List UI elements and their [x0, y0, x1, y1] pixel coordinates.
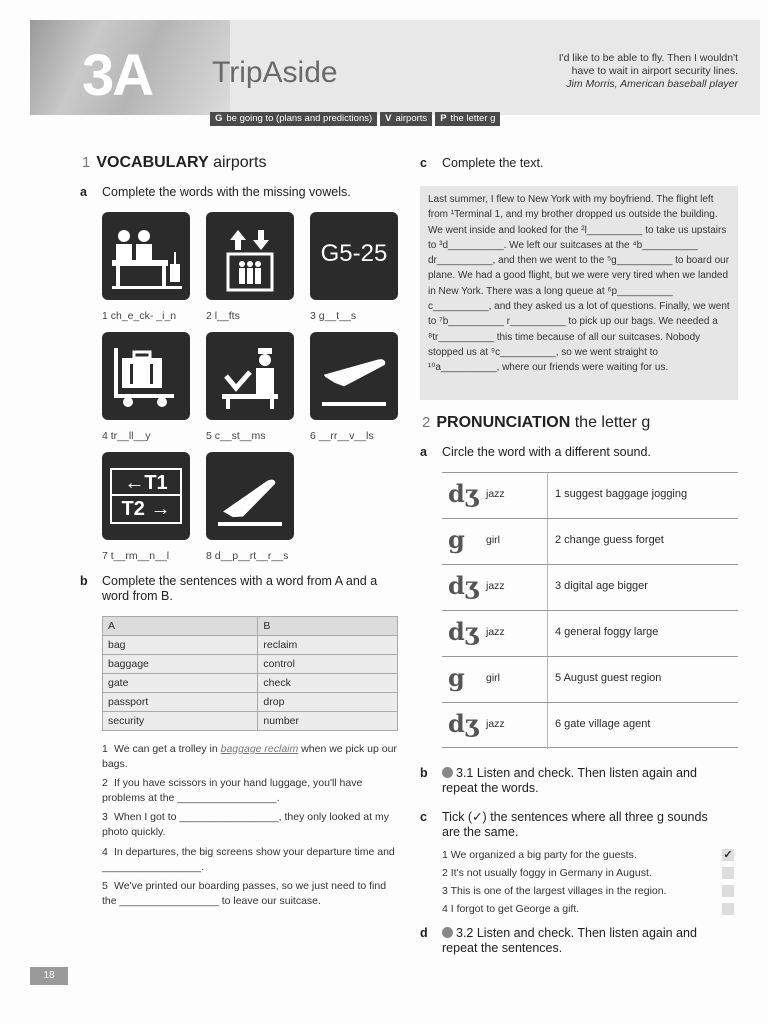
check-in-icon — [102, 212, 190, 300]
table-row — [103, 693, 398, 712]
unit-number: 3A — [82, 43, 153, 108]
section-number: 1 — [82, 154, 91, 171]
tick-item-1: 1 We organized a big party for the guests. — [442, 849, 637, 861]
instruction-2a — [420, 445, 651, 460]
tag-letter: V — [385, 113, 392, 124]
lesson-tags — [210, 112, 500, 126]
trolley-icon — [102, 332, 190, 420]
gap-fill-text: Last summer, I flew to New York with my boyfriend. The flight left from ¹Terminal 1, and my brother dropped us outside the building. We went inside and looked for the ²l__________ to take us upstairs to ³d__________. We left our suitcases at the ⁴b__________ dr__________, and then we went to the ⁵g__________ to board our plane. We had a good flight, but we were very tired when we landed in New York. There was a long queue at ⁶p__________ c__________, and they asked us a lot of questions. Finally, we went to ⁷b__________ r__________ to pick up our bags. We needed a ⁸tr__________ this time because of all our suitcases. Nobody stopped us at ⁹c__________, so we went straight to ¹⁰a__________, where our friends were waiting for us. — [420, 186, 738, 400]
instruction-1c — [420, 156, 544, 171]
audio-line-1 — [442, 926, 697, 941]
pronunciation-table — [442, 472, 738, 748]
arrivals-icon — [310, 332, 398, 420]
instruction-text: Circle the word with a different sound. — [442, 445, 651, 459]
sentence-number: 4 — [102, 846, 108, 858]
section-title-bold: PRONUNCIATION — [436, 414, 571, 431]
instruction-2b — [420, 766, 697, 796]
instruction-line-2: repeat the sentences. — [442, 941, 563, 955]
instruction-line-2: repeat the words. — [442, 781, 539, 795]
caption-8: 8 d__p__rt__r__s — [206, 550, 289, 562]
sentence-text: If you have scissors in your hand luggage, you'll have problems at the _________________. — [102, 777, 363, 804]
word-set: 6 gate village agent — [547, 703, 650, 749]
tag-pronunciation — [435, 112, 500, 126]
header-quote — [518, 52, 738, 91]
sentence-number: 1 — [102, 743, 108, 755]
caption-2: 2 l__fts — [206, 310, 240, 322]
unit-title: TripAside — [212, 56, 338, 89]
quote-author: Jim Morris, American baseball player — [566, 78, 738, 90]
tick-item-3: 3 This is one of the largest villages in the region. — [442, 885, 667, 897]
column-b-header: B — [258, 617, 398, 636]
sentence-text: In departures, the big screens show your departure time and _________________. — [102, 846, 395, 873]
tag-text: be going to (plans and predictions) — [226, 113, 373, 124]
instruction-2c — [420, 810, 708, 840]
table-row — [103, 674, 398, 693]
table-row — [103, 636, 398, 655]
tick-item-2: 2 It's not usually foggy in Germany in August. — [442, 867, 652, 879]
sentence-text: We can get a trolley in — [114, 743, 221, 755]
table-row — [103, 712, 398, 731]
tick-box-3[interactable] — [722, 885, 734, 897]
section-title-rest: the letter g — [574, 414, 651, 431]
word-set: 2 change guess forget — [547, 519, 664, 565]
instruction-line-2: word from B. — [102, 589, 173, 603]
instruction-text: Complete the text. — [442, 156, 544, 170]
table-row — [442, 610, 738, 656]
tick-box-2[interactable] — [722, 867, 734, 879]
sentence-1 — [102, 742, 398, 772]
sentence-2 — [102, 776, 398, 806]
word-set: 5 August guest region — [547, 657, 661, 703]
terminal-line-1: ←T1 — [112, 470, 180, 496]
sentence-number: 5 — [102, 880, 108, 892]
table-row — [442, 564, 738, 610]
section-number: 2 — [422, 414, 431, 431]
sentence-text: When I got to _________________, they only looked at my photo quickly. — [102, 811, 389, 838]
exercise-letter: a — [420, 445, 427, 459]
sentence-4 — [102, 845, 398, 875]
instruction-text: Complete the words with the missing vowels. — [102, 185, 351, 199]
sound-word: girl — [486, 672, 501, 684]
terminal-line-2: T2 → — [121, 498, 171, 520]
instruction-text: 3.1 Listen and check. Then listen again and — [456, 766, 697, 780]
word-set: 1 suggest baggage jogging — [547, 473, 687, 519]
caption-4: 4 tr__ll__y — [102, 430, 151, 442]
unit-header — [30, 20, 760, 130]
tag-text: airports — [395, 113, 428, 124]
sound-word: jazz — [486, 626, 505, 638]
caption-5: 5 c__st__ms — [206, 430, 266, 442]
tag-grammar — [210, 112, 377, 126]
tick-item-4: 4 I forgot to get George a gift. — [442, 903, 580, 915]
table-cell: bag — [103, 636, 258, 655]
sound-symbol: g — [448, 663, 465, 692]
table-row — [442, 472, 738, 518]
word-set: 3 digital age bigger — [547, 565, 648, 611]
caption-1: 1 ch_e_ck- _i_n — [102, 310, 177, 322]
section-title-bold: VOCABULARY — [96, 154, 209, 171]
departures-icon — [206, 452, 294, 540]
caption-7: 7 t__rm__n__l — [102, 550, 170, 562]
terminal-sign-icon — [102, 452, 190, 540]
sentence-text: We've printed our boarding passes, so we just need to find the _________________ to leave our suitcase. — [102, 880, 387, 907]
sound-symbol: dʒ — [448, 571, 479, 600]
sound-word: girl — [486, 534, 501, 546]
instruction-text: 3.2 Listen and check. Then listen again and — [456, 926, 697, 940]
word-set: 4 general foggy large — [547, 611, 658, 657]
table-cell: number — [258, 712, 398, 731]
tag-vocabulary — [380, 112, 432, 126]
quote-line-2: have to wait in airport security lines. — [571, 65, 738, 77]
sound-word: jazz — [486, 488, 505, 500]
table-cell: control — [258, 655, 398, 674]
exercise-letter: d — [420, 926, 428, 940]
gate-sign-icon — [310, 212, 398, 300]
caption-6: 6 __rr__v__ls — [310, 430, 374, 442]
section-title-rest: airports — [213, 154, 267, 171]
table-cell: gate — [103, 674, 258, 693]
sound-symbol: g — [448, 525, 465, 554]
tag-letter: G — [215, 113, 223, 124]
page-number: 18 — [30, 967, 68, 985]
terminal-sign-frame — [110, 468, 182, 524]
exercise-letter: c — [420, 810, 427, 824]
table-cell: drop — [258, 693, 398, 712]
instruction-1b — [80, 574, 402, 604]
audio-icon[interactable] — [442, 927, 453, 938]
sentence-text-end: when we pick up our bags. — [102, 743, 397, 770]
pronunciation-heading — [422, 414, 650, 432]
table-header — [103, 617, 398, 636]
instruction-1a — [80, 185, 351, 200]
exercise-letter: b — [420, 766, 428, 780]
vocabulary-heading — [82, 154, 266, 172]
lifts-icon — [206, 212, 294, 300]
table-cell: security — [103, 712, 258, 731]
table-cell: baggage — [103, 655, 258, 674]
sentence-3 — [102, 810, 398, 840]
tick-box-4[interactable] — [722, 903, 734, 915]
tag-text: the letter g — [450, 113, 496, 124]
table-row — [442, 656, 738, 702]
customs-icon — [206, 332, 294, 420]
instruction-line-2: are the same. — [442, 825, 519, 839]
table-row — [442, 518, 738, 564]
audio-line-1 — [442, 766, 697, 781]
table-cell: check — [258, 674, 398, 693]
sentence-5 — [102, 879, 398, 909]
column-a-header: A — [103, 617, 258, 636]
table-row — [103, 655, 398, 674]
exercise-letter: c — [420, 156, 427, 170]
caption-3: 3 g__t__s — [310, 310, 357, 322]
audio-icon[interactable] — [442, 767, 453, 778]
tick-box-1[interactable]: ✓ — [723, 849, 733, 861]
sound-symbol: dʒ — [448, 617, 479, 646]
word-table — [102, 616, 398, 731]
sound-symbol: dʒ — [448, 479, 479, 508]
tag-letter: P — [440, 113, 447, 124]
instruction-line-1: Tick (✓) the sentences where all three g sounds — [442, 810, 708, 824]
sentence-number: 2 — [102, 777, 108, 789]
sentence-number: 3 — [102, 811, 108, 823]
exercise-letter: a — [80, 185, 87, 199]
instruction-2d — [420, 926, 697, 956]
table-row — [442, 702, 738, 748]
table-cell: passport — [103, 693, 258, 712]
sound-word: jazz — [486, 718, 505, 730]
gate-sign-text: G5-25 — [320, 240, 388, 267]
sentence-answer: baggage reclaim — [220, 743, 299, 755]
sound-symbol: dʒ — [448, 709, 479, 738]
table-cell: reclaim — [258, 636, 398, 655]
quote-line-1: I'd like to be able to fly. Then I wouldn't — [558, 52, 738, 64]
instruction-line-1: Complete the sentences with a word from A and a — [102, 574, 378, 588]
sound-word: jazz — [486, 580, 505, 592]
exercise-letter: b — [80, 574, 88, 588]
